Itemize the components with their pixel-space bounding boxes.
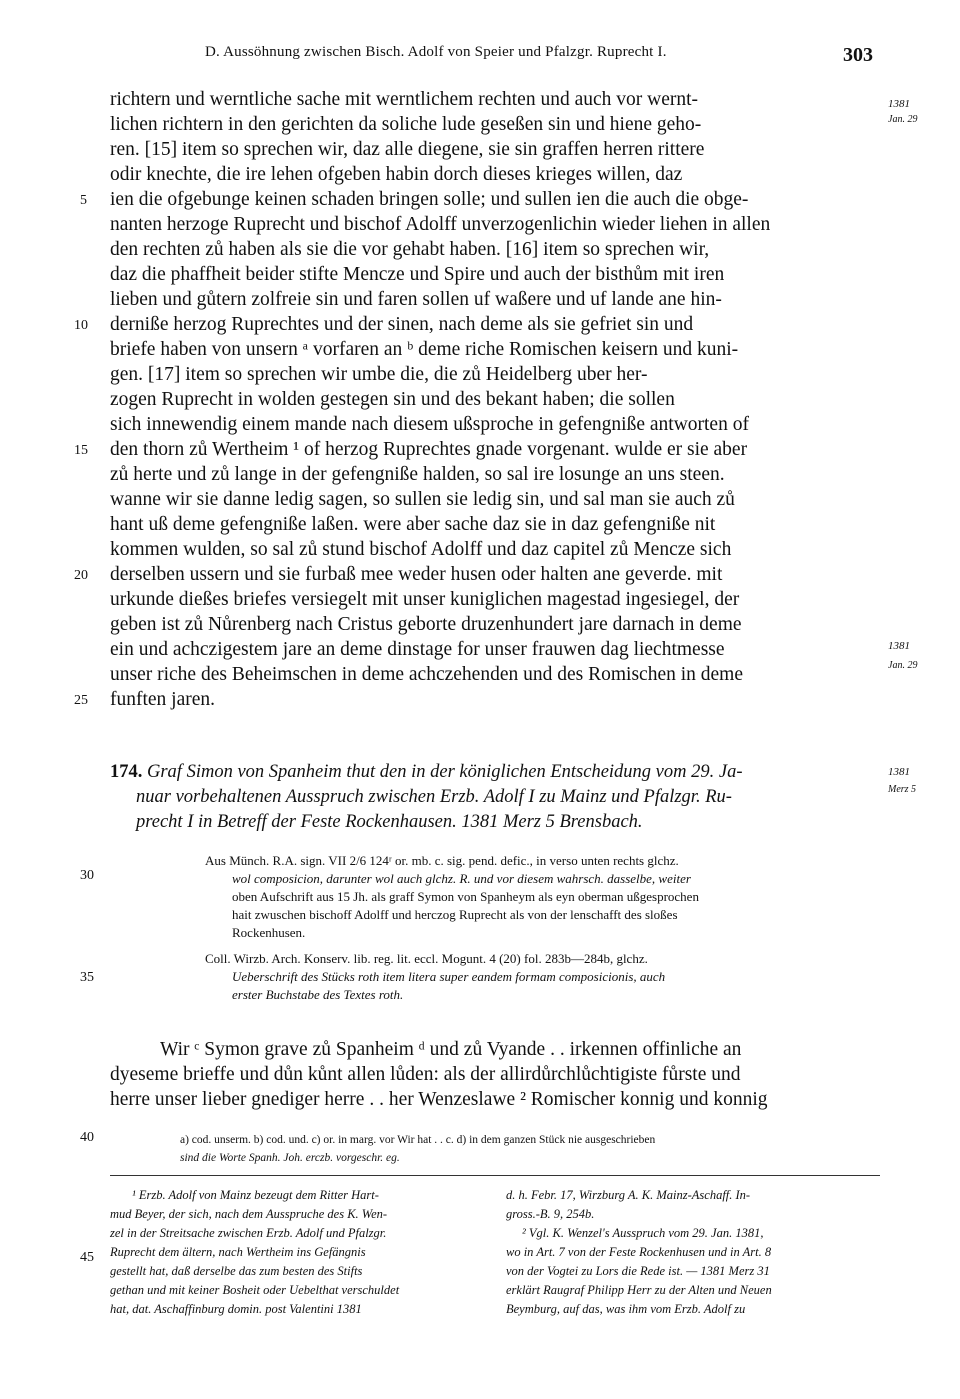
margin-date-day: Merz 5 — [888, 784, 917, 795]
footnote-line: Beymburg, auf das, was ihm vom Erzb. Adolf zu — [506, 1302, 746, 1316]
line-number: 30 — [80, 868, 94, 883]
main-text-line: urkunde dießes briefes versiegelt mit unser kuniglichen magestad ingesiegel, der — [110, 589, 740, 610]
footnote-line: erklärt Raugraf Philipp Herr zu der Alten und Neuen — [506, 1283, 772, 1297]
line-number: 5 — [80, 193, 87, 208]
document-text-line: Wir ᶜ Symon grave zů Spanheim ᵈ und zů Vyande . . irkennen offinliche an — [160, 1039, 742, 1060]
main-text-line: wanne wir sie danne ledig sagen, so sullen sie ledig sin, und sal man sie auch zů — [110, 489, 735, 510]
line-number: 45 — [80, 1250, 94, 1265]
main-text-line: zogen Ruprecht in wolden gestegen sin und des bekant haben; die sollen — [110, 389, 675, 410]
margin-date-year: 1381 — [888, 98, 910, 110]
line-number: 35 — [80, 970, 94, 985]
main-text-line: daz die phaffheit beider stifte Mencze und Spire und auch der bisthům mit iren — [110, 264, 725, 285]
margin-date-day: Jan. 29 — [888, 660, 918, 671]
main-text-line: nanten herzoge Ruprecht und bischof Adolff unverzogenlichin wieder liehen in allen — [110, 214, 771, 235]
main-text-line: odir knechte, die ire lehen ofgeben habin dorch dieses krieges willen, daz — [110, 164, 683, 185]
footnote-line: gross.-B. 9, 254b. — [506, 1207, 595, 1221]
main-text-line: funften jaren. — [110, 689, 216, 710]
footnote-line: mud Beyer, der sich, nach dem Ausspruche des K. Wen- — [110, 1207, 388, 1221]
main-text-line: gen. [17] item so sprechen wir umbe die, die zů Heidelberg uber her- — [110, 364, 648, 385]
line-number: 25 — [74, 693, 88, 708]
variant-note-line: a) cod. unserm. b) cod. und. c) or. in marg. vor Wir hat . . c. d) in dem ganzen Stück nie ausgeschrieben — [180, 1134, 656, 1146]
main-text-line: lieben und gůtern zolfreie sin und faren sollen uf waßere und uf lande ane hin- — [110, 289, 722, 310]
footnote-line: gethan und mit keiner Bosheit oder Uebelthat verschuldet — [110, 1283, 400, 1297]
line-number: 40 — [80, 1130, 94, 1145]
main-text-line: hant uß deme gefengniße laßen. were aber sache daz sie in daz gefengniße nit — [110, 514, 716, 535]
source-line: Coll. Wirzb. Arch. Konserv. lib. reg. lit. eccl. Mogunt. 4 (20) fol. 283b—284b, glchz. — [205, 951, 648, 966]
main-text-line: ren. [15] item so sprechen wir, daz alle diegene, sie sin graffen herren rittere — [110, 139, 705, 160]
regest-text: Graf Simon von Spanheim thut den in der königlichen Entscheidung vom 29. Ja- — [147, 762, 743, 782]
document-text-line: dyeseme brieffe und důn kůnt allen lůden: als der allirdůrchlůchtigiste fůrste und — [110, 1064, 741, 1085]
margin-date-year: 1381 — [888, 766, 910, 778]
variant-note-line: sind die Worte Spanh. Joh. erczb. vorgeschr. eg. — [180, 1152, 400, 1164]
footnote-line: wo in Art. 7 von der Feste Rockenhusen und in Art. 8 — [506, 1245, 772, 1259]
source-line: erster Buchstabe des Textes roth. — [232, 987, 404, 1002]
regest-line: nuar vorbehaltenen Ausspruch zwischen Erzb. Adolf I zu Mainz und Pfalzgr. Ru- — [136, 787, 732, 807]
main-text-line: ein und achczigestem jare an deme dinstage for unser frauwen dag liechtmesse — [110, 639, 725, 660]
footnote-line: ² Vgl. K. Wenzel's Ausspruch vom 29. Jan. 1381, — [522, 1226, 764, 1240]
footnote-line: von der Vogtei zu Lors die Rede ist. — 1381 Merz 31 — [506, 1264, 770, 1278]
line-number: 10 — [74, 318, 88, 333]
footnote-line: d. h. Febr. 17, Wirzburg A. K. Mainz-Aschaff. In- — [506, 1188, 751, 1202]
document-text-line: herre unser lieber gnediger herre . . her Wenzeslawe ² Romischer konnig und konnig — [110, 1089, 768, 1110]
margin-date-day: Jan. 29 — [888, 114, 918, 125]
footnote-line: Ruprecht dem ältern, nach Wertheim ins Gefängnis — [110, 1245, 366, 1259]
main-text-line: derniße herzog Ruprechtes und der sinen, nach deme als sie gefriet sin und — [110, 314, 694, 335]
footnote-line: hat, dat. Aschaffinburg domin. post Valentini 1381 — [110, 1302, 362, 1316]
main-text-line: richtern und werntliche sache mit werntlichem rechten und auch vor wernt- — [110, 89, 699, 110]
footnote-line: zel in der Streitsache zwischen Erzb. Adolf und Pfalzgr. — [110, 1226, 387, 1240]
line-number: 20 — [74, 568, 88, 583]
footnote-line: ¹ Erzb. Adolf von Mainz bezeugt dem Ritter Hart- — [132, 1188, 379, 1202]
main-text-line: den rechten zů haben als sie die vor gehabt haben. [16] item so sprechen wir, — [110, 239, 710, 260]
line-number: 15 — [74, 443, 88, 458]
main-text-line: den thorn zů Wertheim ¹ of herzog Ruprechtes gnade vorgenant. wulde er sie aber — [110, 439, 748, 460]
running-header: D. Aussöhnung zwischen Bisch. Adolf von Speier und Pfalzgr. Ruprecht I. — [205, 44, 667, 60]
page-number: 303 — [843, 44, 873, 66]
regest-line: precht I in Betreff der Feste Rockenhausen. 1381 Merz 5 Brensbach. — [136, 812, 643, 832]
source-line: wol composicion, darunter wol auch glchz. R. und vor diesem wahrsch. dasselbe, weiter — [232, 871, 691, 886]
main-text-line: sich innewendig einem mande nach diesem ußsproche in gefengniße antworten of — [110, 414, 749, 435]
main-text-line: ien die ofgebunge keinen schaden bringen solle; und sullen ien die auch die obge- — [110, 189, 749, 210]
document-number: 174. — [110, 762, 143, 782]
main-text-line: geben ist zů Nůrenberg nach Cristus geborte druzenhundert jare darnach in deme — [110, 614, 742, 635]
source-line: oben Aufschrift aus 15 Jh. als graff Symon von Spanheym als eyn oberman ußgesprochen — [232, 889, 699, 904]
main-text-line: briefe haben von unsern ᵃ vorfaren an ᵇ deme riche Romischen keisern und kuni- — [110, 339, 739, 360]
main-text-line: lichen richtern in den gerichten da soliche lude geseßen sin und hiene geho- — [110, 114, 702, 135]
source-line: Rockenhusen. — [232, 925, 306, 940]
source-line: Ueberschrift des Stücks roth item litera super eandem formam composicionis, auch — [232, 969, 666, 984]
main-text-line: derselben ussern und sie furbaß mee weder husen oder halten ane geverde. mit — [110, 564, 723, 585]
main-text-line: unser riche des Beheimschen in deme achczehenden und des Romischen in deme — [110, 664, 743, 685]
main-text-line: kommen wulden, so sal zů stund bischof Adolff und daz capitel zů Mencze sich — [110, 539, 732, 560]
footnote-rule — [110, 1175, 880, 1176]
regest-line — [110, 760, 743, 784]
main-text-line: zů herte und zů lange in der gefengniße halden, so sal ire losunge an uns steen. — [110, 464, 725, 485]
footnote-line: gestellt hat, daß derselbe das zum besten des Stifts — [110, 1264, 363, 1278]
source-line: hait zwuschen bischoff Adolff und herczog Ruprecht als von der lenschafft des sloßes — [232, 907, 678, 922]
margin-date-year: 1381 — [888, 640, 910, 652]
source-line: Aus Münch. R.A. sign. VII 2/6 124ʳ or. mb. c. sig. pend. defic., in verso unten rechts glchz. — [205, 853, 679, 868]
